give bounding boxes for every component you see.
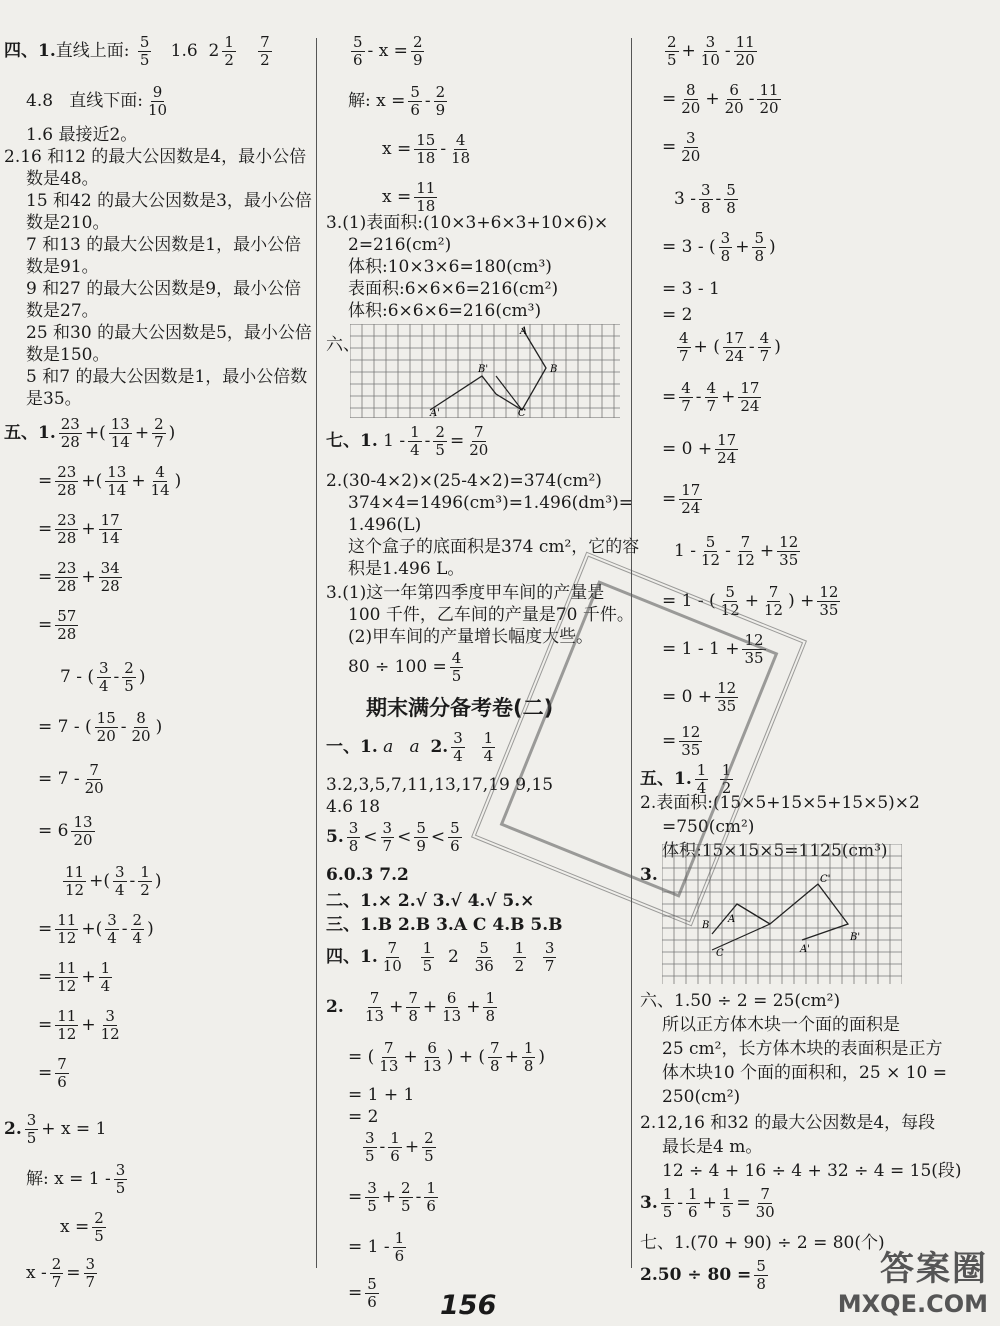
math-line: = 0 + $\frac{12}{35}$ — [662, 679, 737, 715]
answer-label: 六、 — [326, 335, 360, 355]
answer-line: =750(cm²) — [662, 817, 755, 837]
math-line: = $\frac{7}{6}$ — [38, 1055, 67, 1091]
answer-line: 100 千件，乙车间的产量是70 千件。 — [348, 605, 634, 625]
answer-line: 2.(30-4×2)×(25-4×2)=374(cm²) — [326, 471, 602, 491]
math-line: x - $\frac{2}{7}$ = $\frac{3}{7}$ — [26, 1255, 96, 1291]
answer-line: 是35。 — [26, 389, 82, 409]
answer-line: 12 ÷ 4 + 16 ÷ 4 + 32 ÷ 4 = 15(段) — [662, 1161, 962, 1181]
answer-line: 最长是4 m。 — [662, 1137, 763, 1157]
point-label: A' — [430, 408, 440, 418]
answer-line: 5 和7 的最大公因数是1，最小公倍数 — [26, 367, 308, 387]
answer-line: 2.12,16 和32 的最大公因数是4，每段 — [640, 1113, 936, 1133]
math-line: $\frac{3}{5}$ - $\frac{1}{6}$ + $\frac{2}{5}$ — [365, 1129, 434, 1165]
section-title: 期末满分备考卷(二) — [366, 696, 554, 720]
math-line: = ( $\frac{7}{13}$ + $\frac{6}{13}$ ) + ( $\frac{7}{8}$ + $\frac{1}{8}$ ) — [348, 1039, 546, 1075]
math-line: = $\frac{12}{35}$ — [662, 723, 701, 759]
math-line: 3 - $\frac{3}{8}$ - $\frac{5}{8}$ — [674, 181, 736, 217]
answer-line: 六、1.50 ÷ 2 = 25(cm²) — [640, 991, 841, 1011]
math-line: = 1 - $\frac{1}{6}$ — [348, 1229, 405, 1265]
answer-line: 数是91。 — [26, 257, 99, 277]
math-line: = $\frac{11}{12}$ +( $\frac{3}{4}$ - $\frac{2}{4}$ ) — [38, 911, 154, 947]
math-line: = 7 - $\frac{7}{20}$ — [38, 761, 104, 797]
answer-line: 表面积:6×6×6=216(cm²) — [348, 279, 559, 299]
answer-line: 体积:6×6×6=216(cm³) — [348, 301, 542, 321]
answer-line: 四、1.直线上面: $\frac{5}{5}$ 1.6 2 $\frac{1}{2}$ $\frac{7}{2}$ — [4, 33, 270, 69]
math-line: = 1 + 1 — [348, 1085, 415, 1105]
math-line: $\frac{11}{12}$ +( $\frac{3}{4}$ - $\frac{1}{2}$ ) — [65, 863, 162, 899]
math-line: = $\frac{5}{6}$ — [348, 1275, 377, 1311]
point-label: C — [716, 948, 724, 959]
math-line: $\frac{2}{5}$ + $\frac{3}{10}$ - $\frac{11}{20}$ — [667, 33, 755, 69]
answer-line: 374×4=1496(cm³)=1.496(dm³)= — [348, 493, 633, 513]
math-line: 解: x = $\frac{5}{6}$ - $\frac{2}{9}$ — [348, 83, 446, 119]
point-label: A' — [800, 944, 810, 955]
answer-line: 15 和42 的最大公因数是3，最小公倍 — [26, 191, 312, 211]
math-line: = $\frac{23}{28}$ +( $\frac{13}{14}$ + $\frac{4}{14}$ ) — [38, 463, 182, 499]
math-line: = $\frac{4}{7}$ - $\frac{4}{7}$ + $\frac{17}{24}$ — [662, 379, 760, 415]
answer-line: 250(cm²) — [662, 1087, 741, 1107]
math-line: = 3 - ( $\frac{3}{8}$ + $\frac{5}{8}$ ) — [662, 229, 776, 265]
math-line: 一、1. a a 2. $\frac{3}{4}$ $\frac{1}{4}$ — [326, 729, 494, 765]
point-label: C' — [820, 874, 831, 885]
answer-line: 所以正方体木块一个面的面积是 — [662, 1015, 900, 1035]
point-label: B' — [850, 932, 861, 943]
answer-line: 这个盒子的底面积是374 cm²，它的容 — [348, 537, 640, 557]
point-label: A — [520, 326, 528, 337]
math-line: x = $\frac{11}{18}$ — [382, 179, 436, 215]
answer-line: (2)甲车间的产量增长幅度大些。 — [348, 627, 594, 647]
answer-line: 七、1.(70 + 90) ÷ 2 = 80(个) — [640, 1233, 885, 1253]
math-line: = $\frac{3}{20}$ — [662, 129, 701, 165]
answer-line: 数是150。 — [26, 345, 110, 365]
math-line: x = $\frac{2}{5}$ — [60, 1209, 104, 1245]
math-line: 2. $\frac{3}{5}$ + x = 1 — [4, 1111, 107, 1147]
answer-line: 三、1.B 2.B 3.A C 4.B 5.B — [326, 915, 563, 935]
math-line: 5. $\frac{3}{8}$ < $\frac{3}{7}$ < $\frac{5}{9}$ < $\frac{5}{6}$ — [326, 819, 460, 855]
answer-line: 数是48。 — [26, 169, 99, 189]
math-line: $\frac{5}{6}$ - x = $\frac{2}{9}$ — [353, 33, 423, 69]
answer-line: 4.8 直线下面: $\frac{9}{10}$ — [26, 83, 168, 119]
watermark — [838, 1241, 988, 1318]
answer-line: 体积:15×15×5=1125(cm³) — [662, 841, 888, 861]
math-line: 7 - ( $\frac{3}{4}$ - $\frac{2}{5}$ ) — [60, 659, 146, 695]
answer-line: 9 和27 的最大公因数是9，最小公倍 — [26, 279, 302, 299]
answer-line: 25 和30 的最大公因数是5，最小公倍 — [26, 323, 312, 343]
point-label: B — [702, 920, 710, 931]
answer-line: 25 cm²，长方体木块的表面积是正方 — [662, 1039, 943, 1059]
math-line: = 6 $\frac{13}{20}$ — [38, 813, 93, 849]
math-line: = 1 - ( $\frac{5}{12}$ + $\frac{7}{12}$ ) + $\frac{12}{35}$ — [662, 583, 839, 619]
answer-line: 1.6 最接近2。 — [26, 125, 138, 145]
math-line: = 1 - 1 + $\frac{12}{35}$ — [662, 631, 764, 667]
answer-line: 6.0.3 7.2 — [326, 865, 409, 885]
answer-line: 1.496(L) — [348, 515, 422, 535]
math-line: = 3 - 1 — [662, 279, 720, 299]
math-line: = $\frac{3}{5}$ + $\frac{2}{5}$ - $\frac{1}{6}$ — [348, 1179, 436, 1215]
math-line: = 0 + $\frac{17}{24}$ — [662, 431, 737, 467]
answer-line: 2.表面积:(15×5+15×5+15×5)×2 — [640, 793, 920, 813]
answer-label: 3. — [640, 865, 658, 885]
answer-line: 体积:10×3×6=180(cm³) — [348, 257, 552, 277]
point-label: B' — [478, 364, 489, 375]
math-line: = $\frac{57}{28}$ — [38, 607, 77, 643]
math-line: 五、1. $\frac{1}{4}$ $\frac{1}{2}$ — [640, 761, 732, 797]
math-line: = $\frac{11}{12}$ + $\frac{3}{12}$ — [38, 1007, 120, 1043]
answer-line: 积是1.496 L。 — [348, 559, 465, 579]
math-line: 2.50 ÷ 80 = $\frac{5}{8}$ — [640, 1257, 766, 1293]
math-line: 七、1. 1 - $\frac{1}{4}$ - $\frac{2}{5}$ = $\frac{7}{20}$ — [326, 423, 489, 459]
math-line: = $\frac{11}{12}$ + $\frac{1}{4}$ — [38, 959, 111, 995]
watermark-logo: 答案圈 — [880, 1249, 988, 1289]
answer-line: 体木块10 个面的面积和，25 × 10 = — [662, 1063, 947, 1083]
math-line: 解: x = 1 - $\frac{3}{5}$ — [26, 1161, 126, 1197]
answer-line: 3.(1)这一年第四季度甲车间的产量是 — [326, 583, 605, 603]
answer-line: 4.6 18 — [326, 797, 381, 817]
math-line: 1 - $\frac{5}{12}$ - $\frac{7}{12}$ + $\frac{12}{35}$ — [674, 533, 799, 569]
column-left — [4, 33, 312, 1291]
point-label: C — [518, 408, 526, 418]
page-number: 156 — [440, 1290, 497, 1321]
point-label: B — [550, 364, 558, 375]
math-line: = $\frac{17}{24}$ — [662, 481, 701, 517]
math-line: 3. $\frac{1}{5}$ - $\frac{1}{6}$ + $\frac{1}{5}$ = $\frac{7}{30}$ — [640, 1185, 775, 1221]
answer-line: 3.(1)表面积:(10×3+6×3+10×6)× — [326, 213, 609, 233]
math-line: = $\frac{23}{28}$ + $\frac{17}{14}$ — [38, 511, 120, 547]
math-line: 四、1. $\frac{7}{10}$ $\frac{1}{5}$ 2 $\frac{5}{36}$ $\frac{1}{2}$ $\frac{3}{7}$ — [326, 939, 555, 975]
answer-line: 7 和13 的最大公因数是1，最小公倍 — [26, 235, 302, 255]
math-line: = $\frac{23}{28}$ + $\frac{34}{28}$ — [38, 559, 120, 595]
column-divider — [316, 38, 317, 1268]
math-line: x = $\frac{15}{18}$ - $\frac{4}{18}$ — [382, 131, 471, 167]
answer-line: 3.2,3,5,7,11,13,17,19 9,15 — [326, 775, 554, 795]
answer-line: 二、1.× 2.√ 3.√ 4.√ 5.× — [326, 891, 535, 911]
math-line: 2. $\frac{7}{13}$ + $\frac{7}{8}$ + $\frac{6}{13}$ + $\frac{1}{8}$ — [326, 989, 495, 1025]
answer-line: 2.16 和12 的最大公因数是4，最小公倍 — [4, 147, 307, 167]
math-line: 五、1. $\frac{23}{28}$ +( $\frac{13}{14}$ + $\frac{2}{7}$ ) — [4, 415, 176, 451]
math-line: = 2 — [662, 305, 693, 325]
answer-line: 2=216(cm²) — [348, 235, 452, 255]
grid-figure — [350, 324, 620, 418]
math-line: 80 ÷ 100 = $\frac{4}{5}$ — [348, 649, 462, 685]
math-line: = 2 — [348, 1107, 379, 1127]
math-line: $\frac{4}{7}$ + ( $\frac{17}{24}$ - $\frac{4}{7}$ ) — [679, 329, 781, 365]
answer-line: 数是27。 — [26, 301, 99, 321]
answer-line: 数是210。 — [26, 213, 110, 233]
math-line: = $\frac{8}{20}$ + $\frac{6}{20}$ - $\frac{11}{20}$ — [662, 81, 779, 117]
watermark-url: MXQE.COM — [837, 1290, 988, 1318]
math-line: = 7 - ( $\frac{15}{20}$ - $\frac{8}{20}$ ) — [38, 709, 163, 745]
point-label: A — [728, 914, 736, 925]
